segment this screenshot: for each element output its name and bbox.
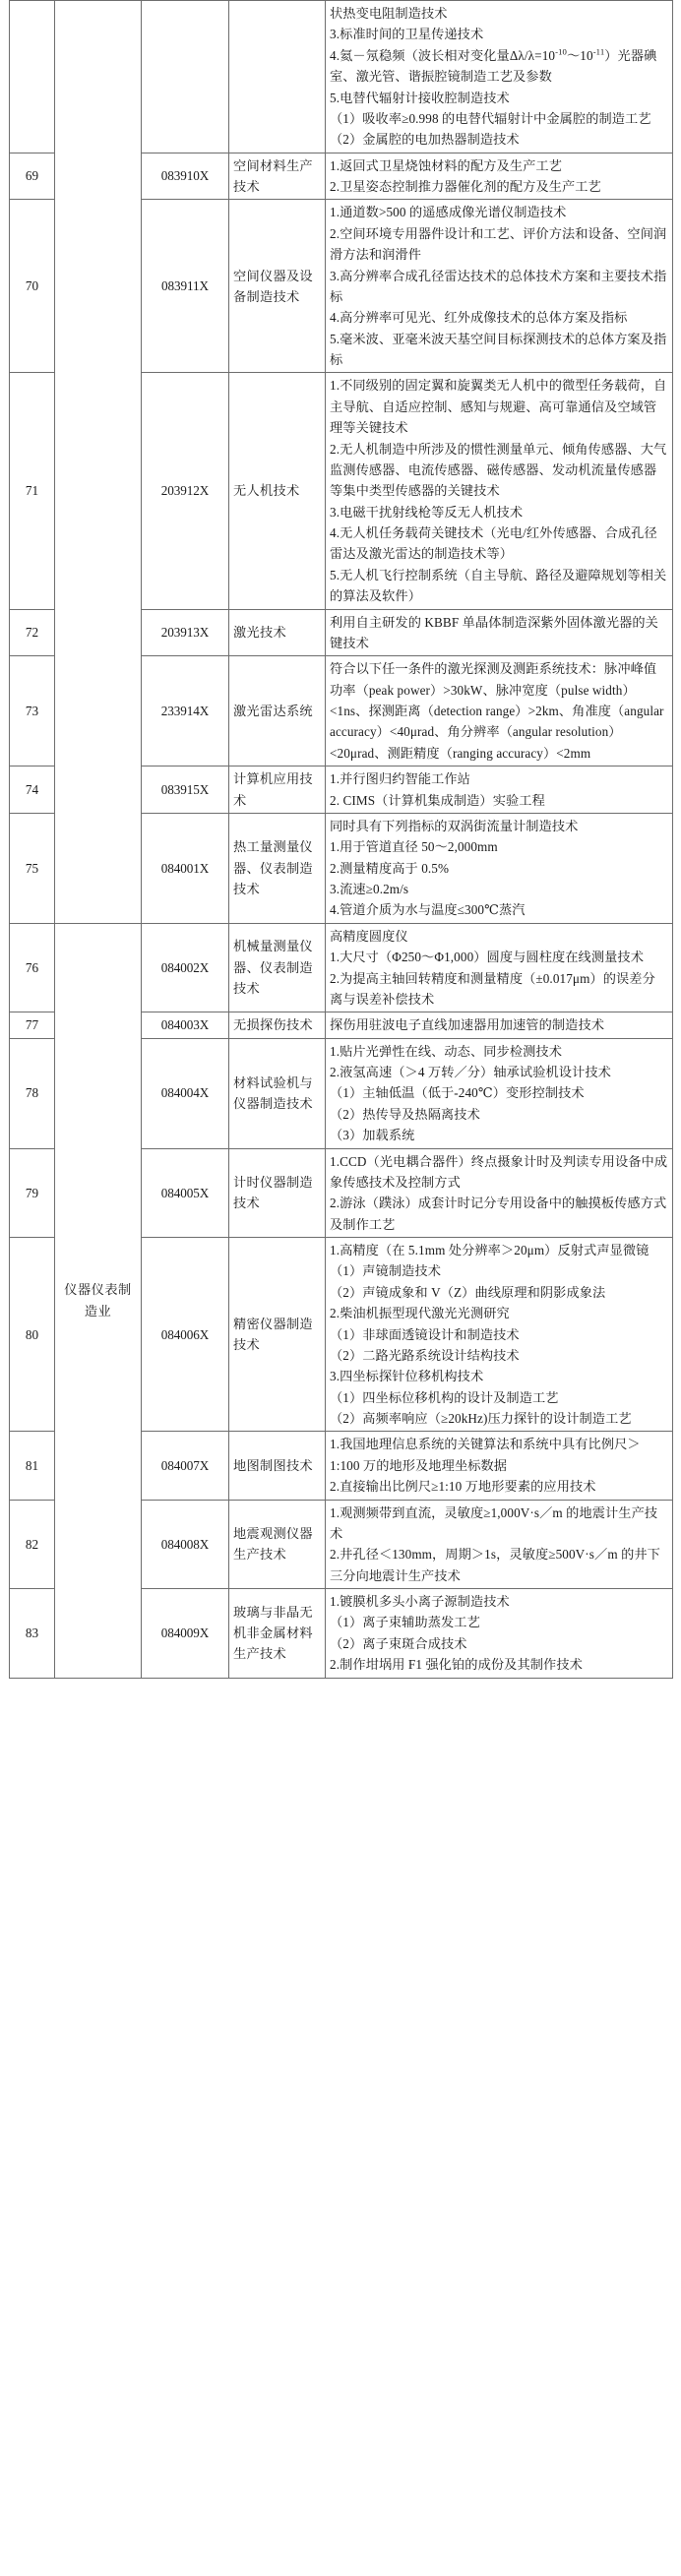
control-point-line: 符合以下任一条件的激光探测及测距系统技术：脉冲峰值功率（peak power）>30kW、脉冲宽度（pulse width）<1ns、探测距离（detection range）>2km、角准度（angular accuracy）<40μrad、角分辨率（angular resolution）<20μrad、测距精度（ranging accuracy）<2mm bbox=[330, 661, 664, 761]
control-points-cell bbox=[326, 1432, 673, 1500]
sequence-number-cell: 77 bbox=[10, 1012, 55, 1038]
sequence-number-cell: 72 bbox=[10, 609, 55, 656]
technology-code-cell: 084001X bbox=[142, 813, 229, 923]
control-point-line: 1.大尺寸（Φ250～Φ1,000）圆度与圆柱度在线测量技术 bbox=[330, 950, 644, 965]
control-point-line: （1）吸收率≥0.998 的电替代辐射计中金属腔的制造工艺 bbox=[330, 110, 651, 126]
control-points-cell bbox=[326, 1012, 673, 1038]
control-point-line: 1.返回式卫星烧蚀材料的配方及生产工艺 bbox=[330, 157, 562, 173]
control-point-line: 状热变电阻制造技术 bbox=[330, 6, 448, 21]
technology-name-cell: 地震观测仪器生产技术 bbox=[229, 1500, 326, 1589]
control-points-cell bbox=[326, 1038, 673, 1148]
control-point-line: 1.不同级别的固定翼和旋翼类无人机中的微型任务载荷，自主导航、自适应控制、感知与规避、高可靠通信及空域管理等关键技术 bbox=[330, 378, 667, 436]
technology-name-cell bbox=[229, 1, 326, 153]
control-point-line: （1）声镜制造技术 bbox=[330, 1263, 441, 1279]
technology-name-cell: 激光雷达系统 bbox=[229, 656, 326, 767]
sequence-number-cell: 79 bbox=[10, 1148, 55, 1238]
technology-code-cell: 084003X bbox=[142, 1012, 229, 1038]
technology-code-cell bbox=[142, 1, 229, 153]
technology-name-cell: 玻璃与非晶无机非金属材料生产技术 bbox=[229, 1589, 326, 1679]
control-point-line: 3.高分辨率合成孔径雷达技术的总体技术方案和主要技术指标 bbox=[330, 268, 667, 304]
control-point-line: （1）主轴低温（低于-240℃）变形控制技术 bbox=[330, 1085, 585, 1101]
technology-name-cell: 计算机应用技术 bbox=[229, 767, 326, 814]
control-point-line: （1）离子束辅助蒸发工艺 bbox=[330, 1615, 480, 1630]
technology-code-cell: 084004X bbox=[142, 1038, 229, 1148]
control-point-line: 2.游泳（蹼泳）成套计时记分专用设备中的触摸板传感方式及制作工艺 bbox=[330, 1196, 667, 1232]
sequence-number-cell: 75 bbox=[10, 813, 55, 923]
technology-name-cell: 计时仪器制造技术 bbox=[229, 1148, 326, 1238]
technology-name-cell: 材料试验机与仪器制造技术 bbox=[229, 1038, 326, 1148]
control-point-line: 2. CIMS（计算机集成制造）实验工程 bbox=[330, 792, 545, 808]
industry-category-cell-empty bbox=[55, 1, 142, 924]
control-points-cell bbox=[326, 153, 673, 200]
technology-name-cell: 地图制图技术 bbox=[229, 1432, 326, 1500]
sequence-number-cell: 82 bbox=[10, 1500, 55, 1589]
table-body bbox=[10, 1, 673, 1679]
control-point-line: （2）离子束斑合成技术 bbox=[330, 1635, 467, 1651]
technology-code-cell: 084002X bbox=[142, 923, 229, 1012]
sequence-number-cell: 70 bbox=[10, 200, 55, 373]
control-point-line: 2.直接输出比例尺≥1:10 万地形要素的应用技术 bbox=[330, 1479, 596, 1495]
control-points-cell bbox=[326, 200, 673, 373]
control-point-line: 3.标准时间的卫星传递技术 bbox=[330, 27, 484, 42]
control-points-cell bbox=[326, 1, 673, 153]
control-point-line: 1.观测频带到直流，灵敏度≥1,000V·s／m 的地震计生产技术 bbox=[330, 1504, 658, 1541]
control-point-line: 4.管道介质为水与温度≤300℃蒸汽 bbox=[330, 902, 526, 918]
control-point-line: 4.无人机任务载荷关键技术（光电/红外传感器、合成孔径雷达及激光雷达的制造技术等） bbox=[330, 525, 657, 562]
control-point-line: （2）高频率响应（≥20kHz)压力探针的设计制造工艺 bbox=[330, 1411, 632, 1426]
sequence-number-cell: 69 bbox=[10, 153, 55, 200]
technology-name-cell: 激光技术 bbox=[229, 609, 326, 656]
control-point-line: （2）声镜成象和 V（Z）曲线原理和阴影成象法 bbox=[330, 1284, 606, 1300]
technology-name-cell: 热工量测量仪器、仪表制造技术 bbox=[229, 813, 326, 923]
technology-code-cell: 084006X bbox=[142, 1238, 229, 1432]
control-points-cell bbox=[326, 813, 673, 923]
technology-name-cell: 无损探伤技术 bbox=[229, 1012, 326, 1038]
control-points-cell bbox=[326, 373, 673, 609]
control-points-cell bbox=[326, 1500, 673, 1589]
control-point-line: 5.毫米波、亚毫米波天基空间目标探测技术的总体方案及指标 bbox=[330, 331, 667, 367]
table-row bbox=[10, 1, 673, 153]
control-point-line: 2.测量精度高于 0.5% bbox=[330, 860, 450, 876]
control-point-line: 3.电磁干扰射线枪等反无人机技术 bbox=[330, 504, 524, 520]
technology-name-cell: 空间仪器及设备制造技术 bbox=[229, 200, 326, 373]
control-point-line: 高精度圆度仪 bbox=[330, 928, 408, 944]
technology-name-cell: 机械量测量仪器、仪表制造技术 bbox=[229, 923, 326, 1012]
technology-code-cell: 084008X bbox=[142, 1500, 229, 1589]
control-point-line: 4.高分辨率可见光、红外成像技术的总体方案及指标 bbox=[330, 310, 628, 326]
technology-code-cell: 083910X bbox=[142, 153, 229, 200]
control-point-line: 1.高精度（在 5.1mm 处分辨率＞20μm）反射式声显微镜 bbox=[330, 1243, 650, 1257]
control-point-line: （2）二路光路系统设计结构技术 bbox=[330, 1347, 520, 1363]
control-point-line: （2）金属腔的电加热器制造技术 bbox=[330, 132, 520, 148]
sequence-number-cell: 80 bbox=[10, 1238, 55, 1432]
sequence-number-cell: 83 bbox=[10, 1589, 55, 1679]
control-point-line: 2.为提高主轴回转精度和测量精度（±0.017μm）的误差分离与误差补偿技术 bbox=[330, 970, 655, 1007]
technology-code-cell: 203912X bbox=[142, 373, 229, 609]
industry-category-cell: 仪器仪表制造业 bbox=[55, 923, 142, 1678]
technology-name-cell: 精密仪器制造技术 bbox=[229, 1238, 326, 1432]
sequence-number-cell: 74 bbox=[10, 767, 55, 814]
control-point-line: 1.CCD（光电耦合器件）终点摄象计时及判读专用设备中成象传感技术及控制方式 bbox=[330, 1153, 668, 1190]
control-point-line: 3.四坐标探针位移机构技术 bbox=[330, 1369, 484, 1384]
sequence-number-cell: 76 bbox=[10, 923, 55, 1012]
technology-name-cell: 空间材料生产技术 bbox=[229, 153, 326, 200]
control-point-line: 2.液氢高速（＞4 万转／分）轴承试验机设计技术 bbox=[330, 1065, 611, 1079]
control-point-line: 4.氦－氖稳频（波长相对变化量$\Delta\lambda/\lambda=10^{-10}\sim 10^{-11}$）光器碘室、激光管、谐振腔镜制造工艺及参数 bbox=[330, 46, 657, 85]
sequence-number-cell: 81 bbox=[10, 1432, 55, 1500]
control-point-line: 1.镀膜机多头小离子源制造技术 bbox=[330, 1594, 510, 1609]
sequence-number-cell: 78 bbox=[10, 1038, 55, 1148]
control-point-line: 1.贴片光弹性在线、动态、同步检测技术 bbox=[330, 1043, 562, 1059]
control-point-line: （2）热传导及热隔离技术 bbox=[330, 1106, 480, 1122]
control-point-line: 2.井孔径＜130mm，周期＞1s，灵敏度≥500V·s／m 的井下三分向地震计生产技术 bbox=[330, 1547, 660, 1583]
control-points-cell bbox=[326, 1238, 673, 1432]
control-points-cell bbox=[326, 1589, 673, 1679]
control-point-line: 1.我国地理信息系统的关键算法和系统中具有比例尺＞1:100 万的地形及地理坐标数据 bbox=[330, 1437, 641, 1473]
control-point-line: 同时具有下列指标的双涡街流量计制造技术 bbox=[330, 818, 579, 833]
table-row bbox=[10, 923, 673, 1012]
technology-name-cell: 无人机技术 bbox=[229, 373, 326, 609]
restricted-technology-table bbox=[9, 0, 673, 1679]
control-point-line: 2.空间环境专用器件设计和工艺、评价方法和设备、空间润滑方法和润滑件 bbox=[330, 225, 667, 263]
technology-code-cell: 203913X bbox=[142, 609, 229, 656]
sequence-number-cell: 73 bbox=[10, 656, 55, 767]
control-point-line: 3.流速≥0.2m/s bbox=[330, 882, 409, 896]
control-point-line: 2.制作坩埚用 F1 强化铂的成份及其制作技术 bbox=[330, 1657, 583, 1673]
technology-code-cell: 084007X bbox=[142, 1432, 229, 1500]
technology-code-cell: 233914X bbox=[142, 656, 229, 767]
control-point-line: （3）加载系统 bbox=[330, 1128, 415, 1143]
technology-code-cell: 083911X bbox=[142, 200, 229, 373]
control-point-line: 1.并行图归约智能工作站 bbox=[330, 771, 470, 787]
control-point-line: 探伤用驻波电子直线加速器用加速管的制造技术 bbox=[330, 1017, 605, 1033]
technology-code-cell: 084005X bbox=[142, 1148, 229, 1238]
control-point-line: 1.通道数>500 的遥感成像光谱仪制造技术 bbox=[330, 205, 567, 220]
control-points-cell bbox=[326, 767, 673, 814]
technology-code-cell: 083915X bbox=[142, 767, 229, 814]
control-points-cell bbox=[326, 1148, 673, 1238]
control-point-line: 利用自主研发的 KBBF 单晶体制造深紫外固体激光器的关键技术 bbox=[330, 614, 658, 650]
control-point-line: （1）非球面透镜设计和制造技术 bbox=[330, 1326, 520, 1342]
control-point-line: （1）四坐标位移机构的设计及制造工艺 bbox=[330, 1389, 559, 1405]
control-points-cell bbox=[326, 923, 673, 1012]
sequence-number-cell: 71 bbox=[10, 373, 55, 609]
control-point-line: 1.用于管道直径 50～2,000mm bbox=[330, 839, 498, 855]
control-point-line: 5.无人机飞行控制系统（自主导航、路径及避障规划等相关的算法及软件） bbox=[330, 567, 667, 604]
control-point-line: 2.卫星姿态控制推力器催化剂的配方及生产工艺 bbox=[330, 179, 601, 194]
control-point-line: 2.无人机制造中所涉及的惯性测量单元、倾角传感器、大气监测传感器、电流传感器、磁传感器、发动机流量传感器等集中类型传感器的关键技术 bbox=[330, 441, 667, 499]
control-point-line: 5.电替代辐射计接收腔制造技术 bbox=[330, 90, 510, 105]
control-points-cell bbox=[326, 609, 673, 656]
control-point-line: 2.柴油机振型现代激光光测研究 bbox=[330, 1306, 510, 1321]
sequence-number-cell bbox=[10, 1, 55, 153]
control-points-cell bbox=[326, 656, 673, 767]
technology-code-cell: 084009X bbox=[142, 1589, 229, 1679]
